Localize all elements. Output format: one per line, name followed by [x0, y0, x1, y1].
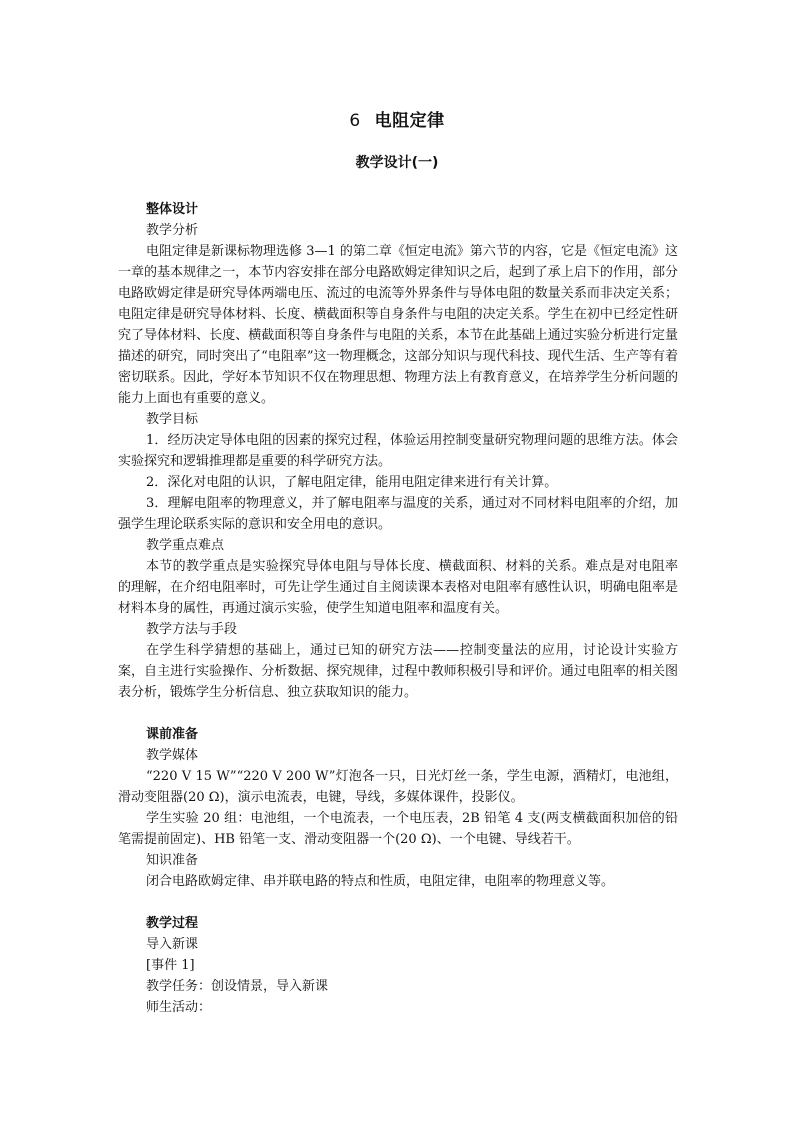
- subheading-teaching-media: 教学媒体: [146, 748, 199, 763]
- task-line: 教学任务：创设情景，导入新课: [146, 979, 329, 994]
- title-number: 6: [349, 111, 361, 131]
- paragraph-teaching-method: 在学生科学猜想的基础上，通过已知的研究方法——控制变量法的应用，讨论设计实验方案，自主进行实验操作、分析数据、探究规律，过程中教师积极引导和评价。通过电阻率的相关图表分析，锻炼学生分析信息、独立获取知识的能力。: [118, 643, 678, 700]
- section-heading-teaching-process: 教学过程: [146, 916, 199, 931]
- section-spacer: [118, 703, 678, 724]
- paragraph-knowledge-prep: 闭合电路欧姆定律、串并联电路的特点和性质，电阻定律，电阻率的物理意义等。: [146, 874, 615, 889]
- paragraph-teaching-analysis: 电阻定律是新课标物理选修 3—1 的第二章《恒定电流》第六节的内容，它是《恒定电流》这一章的基本规律之一，本节内容安排在部分电路欧姆定律知识之后，起到了承上启下的作用，部分电路欧姆定律是研究导体两端电压、流过的电流等外界条件与导体电阻的数量关系而非决定关系；电阻定律是研究导体材料、长度、横截面积等自身条件与电阻的决定关系。学生在初中已经定性研究了导体材料、长度、横截面积等自身条件与电阻的关系，本节在此基础上通过实验分析进行定量描述的研究，同时突出了“电阻率”这一物理概念，这部分知识与现代科技、现代生活、生产等有着密切联系。因此，学好本节知识不仅在物理思想、物理方法上有教育意义，在培养学生分析问题的能力上面也有重要的意义。: [118, 244, 678, 406]
- section-heading-preparation: 课前准备: [146, 727, 199, 742]
- activity-line: 师生活动：: [146, 1000, 212, 1015]
- section-spacer: [118, 892, 678, 913]
- paragraph-goal-2: 2．深化对电阻的认识，了解电阻定律，能用电阻定律来进行有关计算。: [146, 475, 558, 490]
- subheading-key-points: 教学重点难点: [146, 538, 225, 553]
- subheading-teaching-method: 教学方法与手段: [146, 622, 238, 637]
- paragraph-goal-3: 3．理解电阻率的物理意义，并了解电阻率与温度的关系，通过对不同材料电阻率的介绍，加强学生理论联系实际的意识和安全用电的意识。: [118, 496, 678, 532]
- section-heading-overall-design: 整体设计: [146, 202, 199, 217]
- document-body: [118, 199, 678, 1018]
- subheading-teaching-analysis: 教学分析: [146, 223, 199, 238]
- paragraph-student-experiment: 学生实验 20 组：电池组，一个电流表，一个电压表，2B 铅笔 4 支(两支横截面积加倍的铅笔需提前固定)、HB 铅笔一支、滑动变阻器一个(20 Ω)、一个电键、导线若干。: [118, 811, 678, 847]
- paragraph-key-points: 本节的教学重点是实验探究导体电阻与导体长度、横截面积、材料的关系。难点是对电阻率的理解，在介绍电阻率时，可先让学生通过自主阅读课本表格对电阻率有感性认识，明确电阻率是材料本身的属性，再通过演示实验，使学生知道电阻率和温度有关。: [118, 559, 678, 616]
- title-text: 电阻定律: [374, 111, 445, 131]
- paragraph-teaching-media: “220 V 15 W”“220 V 200 W”灯泡各一只，日光灯丝一条，学生电源，酒精灯，电池组，滑动变阻器(20 Ω)，演示电流表，电键，导线，多媒体课件，投影仪。: [118, 769, 678, 805]
- paragraph-goal-1: 1．经历决定导体电阻的因素的探究过程，体验运用控制变量研究物理问题的思维方法。体会实验探究和逻辑推理都是重要的科学研究方法。: [118, 433, 678, 469]
- subheading-intro: 导入新课: [146, 937, 199, 952]
- event-label: [事件 1]: [146, 958, 195, 973]
- document-subtitle: 教学设计(一): [355, 155, 439, 171]
- subheading-teaching-goals: 教学目标: [146, 412, 199, 427]
- subheading-knowledge-prep: 知识准备: [146, 853, 199, 868]
- document-title: [0, 106, 794, 131]
